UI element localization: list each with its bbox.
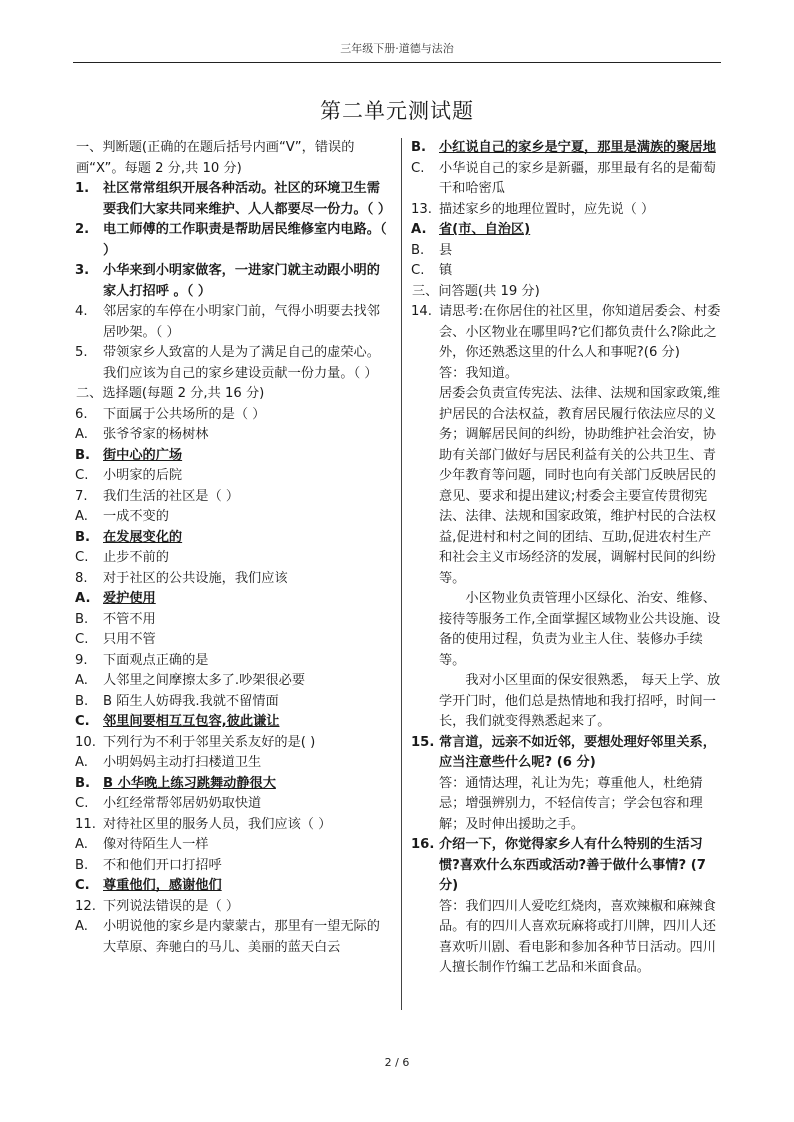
- option-c: [411, 261, 723, 282]
- question-text: 下面观点正确的是: [103, 652, 209, 668]
- option-a: [75, 835, 391, 856]
- option-c: [75, 630, 391, 651]
- question-text: 对于社区的公共设施，我们应该: [103, 570, 288, 586]
- option-a: [75, 753, 391, 774]
- question-14: [411, 302, 723, 364]
- option-letter: A.: [75, 919, 88, 934]
- option-letter: A.: [75, 591, 91, 606]
- question-6: [75, 405, 391, 426]
- question-text: 下列行为不利于邻里关系友好的是( ): [103, 734, 316, 750]
- question-number: 5.: [75, 345, 88, 360]
- option-b-answer: [411, 138, 723, 159]
- question-12: [75, 897, 391, 918]
- option-letter: B.: [75, 857, 89, 873]
- question-number: 1.: [75, 181, 90, 196]
- option-text: 不管不用: [103, 611, 156, 627]
- option-letter: B.: [75, 693, 89, 709]
- question-2: [75, 220, 391, 261]
- option-letter: A.: [75, 509, 88, 524]
- option-letter: A.: [75, 837, 88, 852]
- question-16: [411, 835, 723, 897]
- option-letter: C.: [411, 263, 425, 278]
- question-number: 10.: [75, 734, 96, 750]
- option-c: [75, 548, 391, 569]
- page-number: 2 / 6: [384, 1056, 410, 1069]
- answer-lead: 答：我知道。: [439, 365, 519, 381]
- question-number: 12.: [75, 898, 96, 914]
- option-letter: A.: [75, 673, 88, 688]
- question-text: 介绍一下，你觉得家乡人有什么特别的生活习惯?喜欢什么东西或活动?善于做什么事情? (7 分): [439, 837, 706, 893]
- option-letter: B.: [411, 242, 425, 258]
- option-text: 一成不变的: [103, 509, 169, 524]
- question-13: [411, 200, 723, 221]
- option-letter: C.: [411, 160, 425, 176]
- option-b: [75, 610, 391, 631]
- question-10: [75, 733, 391, 754]
- option-text: 人邻里之间摩擦太多了.吵架很必要: [103, 673, 306, 688]
- question-4: [75, 302, 391, 343]
- option-b: [75, 692, 391, 713]
- page-title: 第二单元测试题: [320, 99, 474, 123]
- question-text: 电工师傅的工作职责是帮助居民维修室内电路。（ ）: [103, 222, 387, 258]
- page-header: 三年级下册·道德与法治: [340, 42, 454, 55]
- question-text: 常言道，远亲不如近邻，要想处理好邻里关系，应当注意些什么呢? (6 分): [439, 734, 716, 770]
- option-text: 在发展变化的: [103, 529, 183, 545]
- option-text: B 陌生人妨碍我.我就不留情面: [103, 693, 279, 709]
- option-b-answer: [75, 446, 391, 467]
- column-divider: [401, 138, 402, 1010]
- question-9: [75, 651, 391, 672]
- option-text: 小红经常帮邻居奶奶取快道: [103, 796, 262, 811]
- option-text: 省(市、自治区): [439, 222, 531, 237]
- option-text: 小明说他的家乡是内蒙蒙古，那里有一望无际的大草原、奔驰白的马儿、美丽的蓝天白云: [103, 919, 380, 955]
- answer-paragraph: 居委会负责宣传宪法、法律、法规和国家政策,维护居民的合法权益，教育居民履行依法应尽的义务；调解居民间的纠纷，协助维护社会治安，协助有关部门做好与居民利益有关的公共卫生、青少年教育等问题，同时也向有关部门反映居民的意见、要求和提出建议;村委会主要宣传贯彻宪法、法律、法规和国家政策，维护村民的合法权益,促进村和村之间的团结、互助,促进农村生产和社会主义市场经济的发展，调解村民间的纠纷等。: [439, 386, 721, 586]
- question-number: 9.: [75, 652, 88, 668]
- option-b-answer: [75, 774, 391, 795]
- question-number: 4.: [75, 304, 88, 319]
- section-1-heading: 一、判断题(正确的在题后括号内画“V”，错误的画“X”。每题 2 分,共 10 分): [76, 140, 355, 176]
- option-text: 张爷爷家的杨树林: [103, 427, 209, 442]
- question-text: 对待社区里的服务人员，我们应该（ ）: [103, 816, 332, 832]
- option-letter: B.: [75, 611, 89, 627]
- question-number: 16.: [411, 837, 435, 852]
- option-letter: C.: [75, 550, 89, 565]
- option-text: 县: [439, 242, 453, 258]
- question-number: 3.: [75, 263, 90, 278]
- question-number: 14.: [411, 304, 432, 319]
- question-number: 13.: [411, 201, 432, 217]
- answer-paragraph: 小区物业负责管理小区绿化、治安、维修、接待等服务工作,全面掌握区域物业公共设施、设备的使用过程，负责为业主人住、装修办手续等。: [439, 591, 721, 668]
- question-text: 小华来到小明家做客，一进家门就主动跟小明的家人打招呼 。（ ）: [103, 263, 380, 299]
- option-a-answer: [75, 589, 391, 610]
- question-number: 6.: [75, 406, 88, 422]
- option-text: 小明妈妈主动打扫楼道卫生: [103, 755, 262, 770]
- option-letter: C.: [75, 468, 89, 483]
- option-letter: A.: [75, 755, 88, 770]
- option-a: [75, 671, 391, 692]
- option-a: [75, 917, 391, 958]
- option-a: [75, 507, 391, 528]
- section-3-heading: 三、问答题(共 19 分): [412, 283, 540, 299]
- question-text: 社区常常组织开展各种活动。社区的环境卫生需要我们大家共同来维护、人人都要尽一份力。（ ）: [103, 181, 392, 217]
- question-15: [411, 733, 723, 774]
- option-letter: B.: [75, 529, 91, 545]
- option-b: [411, 241, 723, 262]
- option-letter: B.: [75, 447, 91, 463]
- question-7: [75, 487, 391, 508]
- question-number: 8.: [75, 570, 88, 586]
- option-b: [75, 856, 391, 877]
- question-number: 11.: [75, 816, 96, 832]
- question-text: 我们生活的社区是（ ）: [103, 488, 240, 504]
- option-text: 小红说自己的家乡是宁夏，那里是满族的聚居地: [439, 140, 716, 155]
- option-text: 尊重他们，感谢他们: [103, 878, 222, 893]
- question-text: 带领家乡人致富的人是为了满足自己的虚荣心。我们应该为自己的家乡建设贡献一份力量。（ ）: [103, 345, 380, 381]
- section-2-heading: 二、选择题(每题 2 分,共 16 分): [76, 386, 265, 401]
- option-c-answer: [75, 876, 391, 897]
- option-letter: C.: [75, 796, 89, 811]
- question-number: 7.: [75, 488, 88, 504]
- question-text: 下面属于公共场所的是（ ）: [103, 406, 266, 422]
- option-a-answer: [411, 220, 723, 241]
- option-letter: C.: [75, 878, 90, 893]
- question-number: 2.: [75, 222, 90, 237]
- option-a: [75, 425, 391, 446]
- option-c-answer: [75, 712, 391, 733]
- question-1: [75, 179, 391, 220]
- answer-paragraph: 答：我们四川人爱吃红烧肉，喜欢辣椒和麻辣食品。有的四川人喜欢玩麻将或打川牌，四川人还喜欢听川剧、看电影和参加各种节日活动。四川人擅长制作竹编工艺品和米面食品。: [439, 898, 716, 975]
- right-column: [411, 138, 723, 979]
- header-rule: [73, 62, 721, 63]
- option-b-answer: [75, 528, 391, 549]
- option-text: 小明家的后院: [103, 468, 183, 483]
- option-letter: C.: [75, 632, 89, 647]
- option-c: [75, 466, 391, 487]
- option-letter: C.: [75, 714, 90, 729]
- option-text: 街中心的广场: [103, 447, 183, 463]
- question-3: [75, 261, 391, 302]
- option-letter: B.: [75, 775, 91, 791]
- option-text: 邻里间要相互互包容,彼此谦让: [103, 714, 280, 729]
- answer-paragraph: 我对小区里面的保安很熟悉， 每天上学、放学开门时，他们总是热情地和我打招呼，时间一长，我们就变得熟悉起来了。: [439, 673, 721, 729]
- question-5: [75, 343, 391, 384]
- option-letter: B.: [411, 140, 427, 155]
- option-letter: A.: [411, 222, 427, 237]
- option-text: 只用不管: [103, 632, 156, 647]
- option-text: 止步不前的: [103, 550, 169, 565]
- left-column: [75, 138, 391, 958]
- option-text: 像对待陌生人一样: [103, 837, 209, 852]
- option-c: [75, 794, 391, 815]
- question-text: 请思考:在你居住的社区里，你知道居委会、村委会、小区物业在哪里吗?它们都负责什么?除此之外，你还熟悉这里的什么人和事呢?(6 分): [439, 304, 721, 360]
- option-text: 不和他们开口打招呼: [103, 857, 222, 873]
- option-letter: A.: [75, 427, 88, 442]
- option-text: 镇: [439, 263, 453, 278]
- option-text: 爱护使用: [103, 591, 156, 606]
- option-text: B 小华晚上练习跳舞动静很大: [103, 775, 276, 791]
- option-c: [411, 159, 723, 200]
- question-8: [75, 569, 391, 590]
- question-text: 描述家乡的地理位置时，应先说（ ）: [439, 201, 655, 217]
- option-text: 小华说自己的家乡是新疆，那里最有名的是葡萄干和哈密瓜: [439, 160, 716, 196]
- answer-paragraph: 答：通情达理，礼让为先；尊重他人，杜绝猜忌；增强辨别力，不轻信传言；学会包容和理解；及时伸出援助之手。: [439, 775, 703, 832]
- question-text: 下列说法错误的是（ ）: [103, 898, 240, 914]
- question-text: 邻居家的车停在小明家门前，气得小明要去找邻居吵架。（ ）: [103, 304, 380, 340]
- question-number: 15.: [411, 734, 435, 750]
- question-11: [75, 815, 391, 836]
